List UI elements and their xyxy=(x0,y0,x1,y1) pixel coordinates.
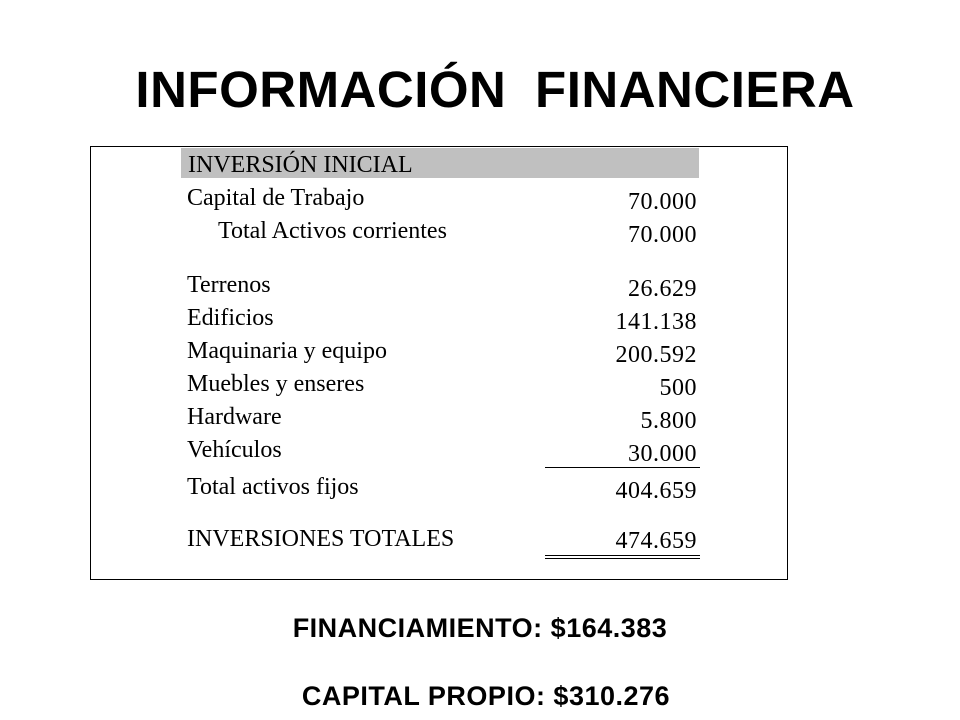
row-label-total-activos-fijos: Total activos fijos xyxy=(187,474,359,500)
total-double-rule-top xyxy=(545,555,700,556)
row-value-terrenos: 26.629 xyxy=(628,276,697,302)
row-label-inversiones-totales: INVERSIONES TOTALES xyxy=(187,526,455,552)
row-value-vehiculos: 30.000 xyxy=(628,441,697,467)
total-double-rule-bottom xyxy=(545,558,700,559)
row-value-inversiones-totales: 474.659 xyxy=(615,528,697,554)
row-label-edificios: Edificios xyxy=(187,305,274,331)
row-value-maquinaria: 200.592 xyxy=(615,342,697,368)
row-label-hardware: Hardware xyxy=(187,404,282,430)
row-value-muebles: 500 xyxy=(659,375,697,401)
capital-propio-text: CAPITAL PROPIO: $310.276 xyxy=(301,681,671,711)
row-value-total-activos-fijos: 404.659 xyxy=(615,478,697,504)
row-label-maquinaria: Maquinaria y equipo xyxy=(187,338,387,364)
financiamiento-text: FINANCIAMIENTO: $164.383 xyxy=(292,613,668,643)
row-label-terrenos: Terrenos xyxy=(187,272,271,298)
subtotal-rule xyxy=(545,467,700,468)
row-label-capital-trabajo: Capital de Trabajo xyxy=(187,185,365,211)
row-value-total-activos-corrientes: 70.000 xyxy=(628,222,697,248)
row-value-edificios: 141.138 xyxy=(615,309,697,335)
row-label-muebles: Muebles y enseres xyxy=(187,371,365,397)
row-value-hardware: 5.800 xyxy=(640,408,697,434)
row-label-total-activos-corrientes: Total Activos corrientes xyxy=(218,218,447,244)
row-value-capital-trabajo: 70.000 xyxy=(628,189,697,215)
table-header: INVERSIÓN INICIAL xyxy=(188,152,413,178)
investment-table xyxy=(90,146,788,580)
page-title: INFORMACIÓN FINANCIERA xyxy=(135,61,855,118)
table-header-band xyxy=(181,148,699,178)
row-label-vehiculos: Vehículos xyxy=(187,437,282,463)
